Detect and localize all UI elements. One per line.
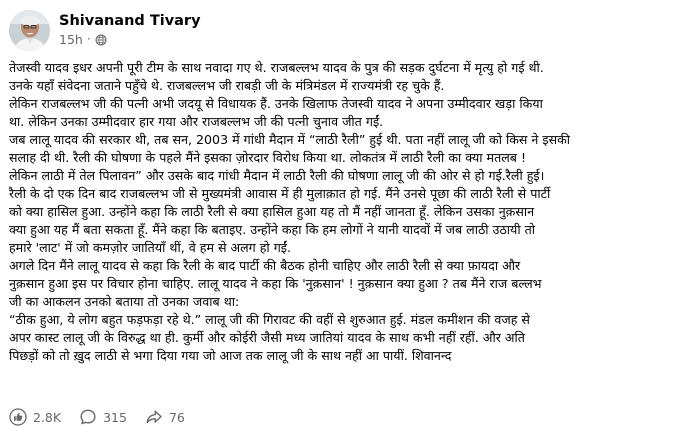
post-line: रैली के दो एक दिन बाद राजबल्लभ जी से मुख्यमंत्री आवास में ही मुलाक़ात हो गई. मैंने उनसे पूछा की लाठी रैली से पार्टी	[9, 186, 551, 201]
post-line: लेकिन लाठी में तेल पिलावन” और उसके बाद गांधी मैदान में लाठी रैली की घोषणा लालू जी की ओर से हो गई.रैली हुई।	[9, 168, 545, 183]
post-line: उनके यहाँ संवेदना जताने पहुँचे थे. राजबल्लभ जी राबड़ी जी के मंत्रिमंडल में राज्यमंत्री रह चुके हैं.	[9, 78, 445, 93]
reactions-count: 2.8K	[33, 409, 62, 425]
post-line: पिछड़ों को तो ख़ुद लाठी से भगा दिया गया जो आज तक लालू जी के साथ नहीं आ पायीं. शिवानन्द	[9, 348, 452, 363]
comments-button[interactable]	[79, 408, 127, 426]
shares-button[interactable]	[145, 408, 185, 426]
post-time[interactable]: 15h	[59, 32, 83, 47]
engagement-bar	[9, 406, 203, 428]
post-line: नुक़सान हुआ इस पर विचार होना चाहिए. लालू यादव ने कहा कि 'नुक़सान' ! नुक़सान क्या हुआ ? तब मैंने राज बल्लभ	[9, 276, 542, 291]
comment-icon	[79, 408, 97, 426]
post-line: तेजस्वी यादव इधर अपनी पूरी टीम के साथ नवादा गए थे. राजबल्लभ यादव के पुत्र की सड़क दुर्घटना में मृत्यु हो गई थी.	[9, 60, 544, 75]
post-line: सलाह दी थी. रैली की घोषणा के पहले मैंने इसका ज़ोरदार विरोध किया था. लोकतंत्र में लाठी रैली का क्या मतलब !	[9, 150, 527, 165]
post-line: अगले दिन मैंने लालू यादव से कहा कि रैली के बाद पार्टी की बैठक होनी चाहिए और लाठी रैली से क्या फ़ायदा और	[9, 258, 521, 273]
post-line: “ठीक हुआ, ये लोग बहुत फड़फड़ा रहे थे.” लालू जी की गिरावट की वहीं से शुरुआत हुई. मंडल कमीशन की वजह से	[9, 312, 530, 327]
post-line: जब लालू यादव की सरकार थी, तब सन, 2003 में गांधी मैदान में “लाठी रैली” हुई थी. पता नहीं लालू जी को किस ने इसकी	[9, 132, 571, 147]
post-line: लेकिन राजबल्लभ जी की पत्नी अभी जदयू से विधायक हैं. उनके खिलाफ तेजस्वी यादव ने अपना उम्मीदवार खड़ा किया	[9, 96, 543, 111]
like-icon	[9, 408, 27, 426]
profile-photo-icon	[9, 10, 50, 51]
comments-count: 315	[103, 409, 127, 425]
post-line: था. लेकिन उनका उम्मीदवार हार गया और राजबल्लभ जी की पत्नी चुनाव जीत गईं.	[9, 114, 384, 129]
author-name[interactable]: Shivanand Tivary	[59, 13, 201, 29]
post-body	[9, 59, 693, 365]
separator-dot: ·	[86, 32, 91, 46]
post-line: क्या हुआ यह मैं बता सकता हूँ. मैंने कहा कि बताइए. उन्होंने कहा कि हम लोगों ने यानी यादवों में जब लाठी उठायी तो	[9, 222, 536, 237]
post-line: हमारे 'लाट' में जो कमज़ोर जातियाँ थीं, वे हम से अलग हो गईं.	[9, 240, 291, 255]
share-icon	[145, 408, 163, 426]
avatar[interactable]	[9, 10, 50, 51]
post-meta	[59, 12, 201, 48]
shares-count: 76	[168, 409, 185, 425]
post-line: को क्या हासिल हुआ. उन्होंने कहा कि लाठी रैली से क्या हासिल हुआ यह तो मैं नहीं जानता हूँ. लेकिन उसका नुक़सान	[9, 204, 535, 219]
post-header	[9, 9, 201, 51]
post-line: अपर कास्ट लालू जी के विरुद्ध था ही. कुर्मी और कोईरी जैसी मध्य जातियां यादव के साथ कभी नहीं रहीं. और अति	[9, 330, 525, 345]
reactions-button[interactable]	[9, 408, 61, 426]
globe-icon[interactable]	[95, 34, 107, 46]
post-subline	[59, 31, 201, 48]
post-line: जी का आकलन उनको बताया तो उनका जवाब था:	[9, 294, 240, 309]
